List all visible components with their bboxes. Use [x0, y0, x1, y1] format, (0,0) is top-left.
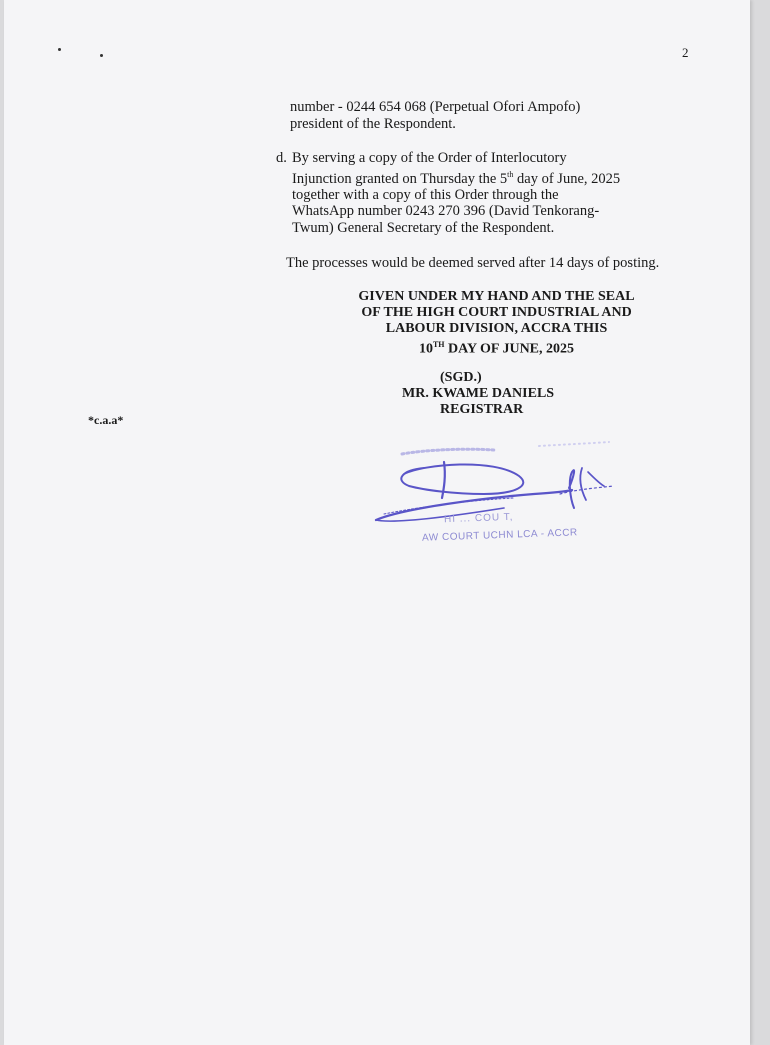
given-line: OF THE HIGH COURT INDUSTRIAL AND — [361, 305, 632, 320]
given-line: GIVEN UNDER MY HAND AND THE SEAL — [358, 289, 635, 304]
given-date-text: DAY OF JUNE, 2025 — [444, 341, 575, 357]
initials-reference: *c.a.a* — [88, 413, 124, 427]
scan-speck — [58, 48, 61, 51]
deemed-served-statement: The processes would be deemed served after 14 days of posting. — [286, 255, 660, 271]
document-page — [4, 0, 750, 1045]
stamp-text-line: AW COURT UCHN LCA - ACCR — [421, 527, 578, 544]
sgd-label: (SGD.) — [440, 370, 482, 385]
given-day: 10 — [418, 341, 433, 357]
ordinal-suffix: TH — [432, 340, 445, 349]
ordinal-suffix: th — [507, 169, 514, 179]
given-date-line — [344, 337, 649, 358]
paragraph-d-line — [292, 167, 620, 187]
item-letter-d: d. — [276, 150, 287, 166]
registrar-signature-block — [402, 370, 554, 418]
paragraph-d — [292, 150, 620, 236]
paragraph-d-line: WhatsApp number 0243 270 396 (David Tenkorang- — [292, 203, 600, 220]
paragraph-d-text: Injunction granted on Thursday the 5 — [292, 170, 508, 187]
given-under-hand-block — [344, 289, 649, 358]
registrar-title: REGISTRAR — [440, 402, 524, 417]
paragraph-d-line: By serving a copy of the Order of Interlocutory — [292, 150, 567, 166]
page-number: 2 — [682, 45, 689, 60]
paragraph-d-text: day of June, 2025 — [513, 170, 621, 187]
given-line: LABOUR DIVISION, ACCRA THIS — [385, 321, 608, 336]
paragraph-c — [290, 99, 580, 132]
registrar-name: MR. KWAME DANIELS — [402, 386, 555, 401]
stamp-text-line: HI ... COU T, — [443, 511, 514, 526]
paragraph-d-line: Twum) General Secretary of the Respondent. — [292, 219, 555, 236]
paragraph-c-line: president of the Respondent. — [290, 115, 456, 132]
paragraph-d-line: together with a copy of this Order through the — [292, 186, 559, 203]
scan-speck — [100, 54, 103, 57]
paragraph-c-line: number - 0244 654 068 (Perpetual Ofori Ampofo) — [290, 99, 581, 115]
